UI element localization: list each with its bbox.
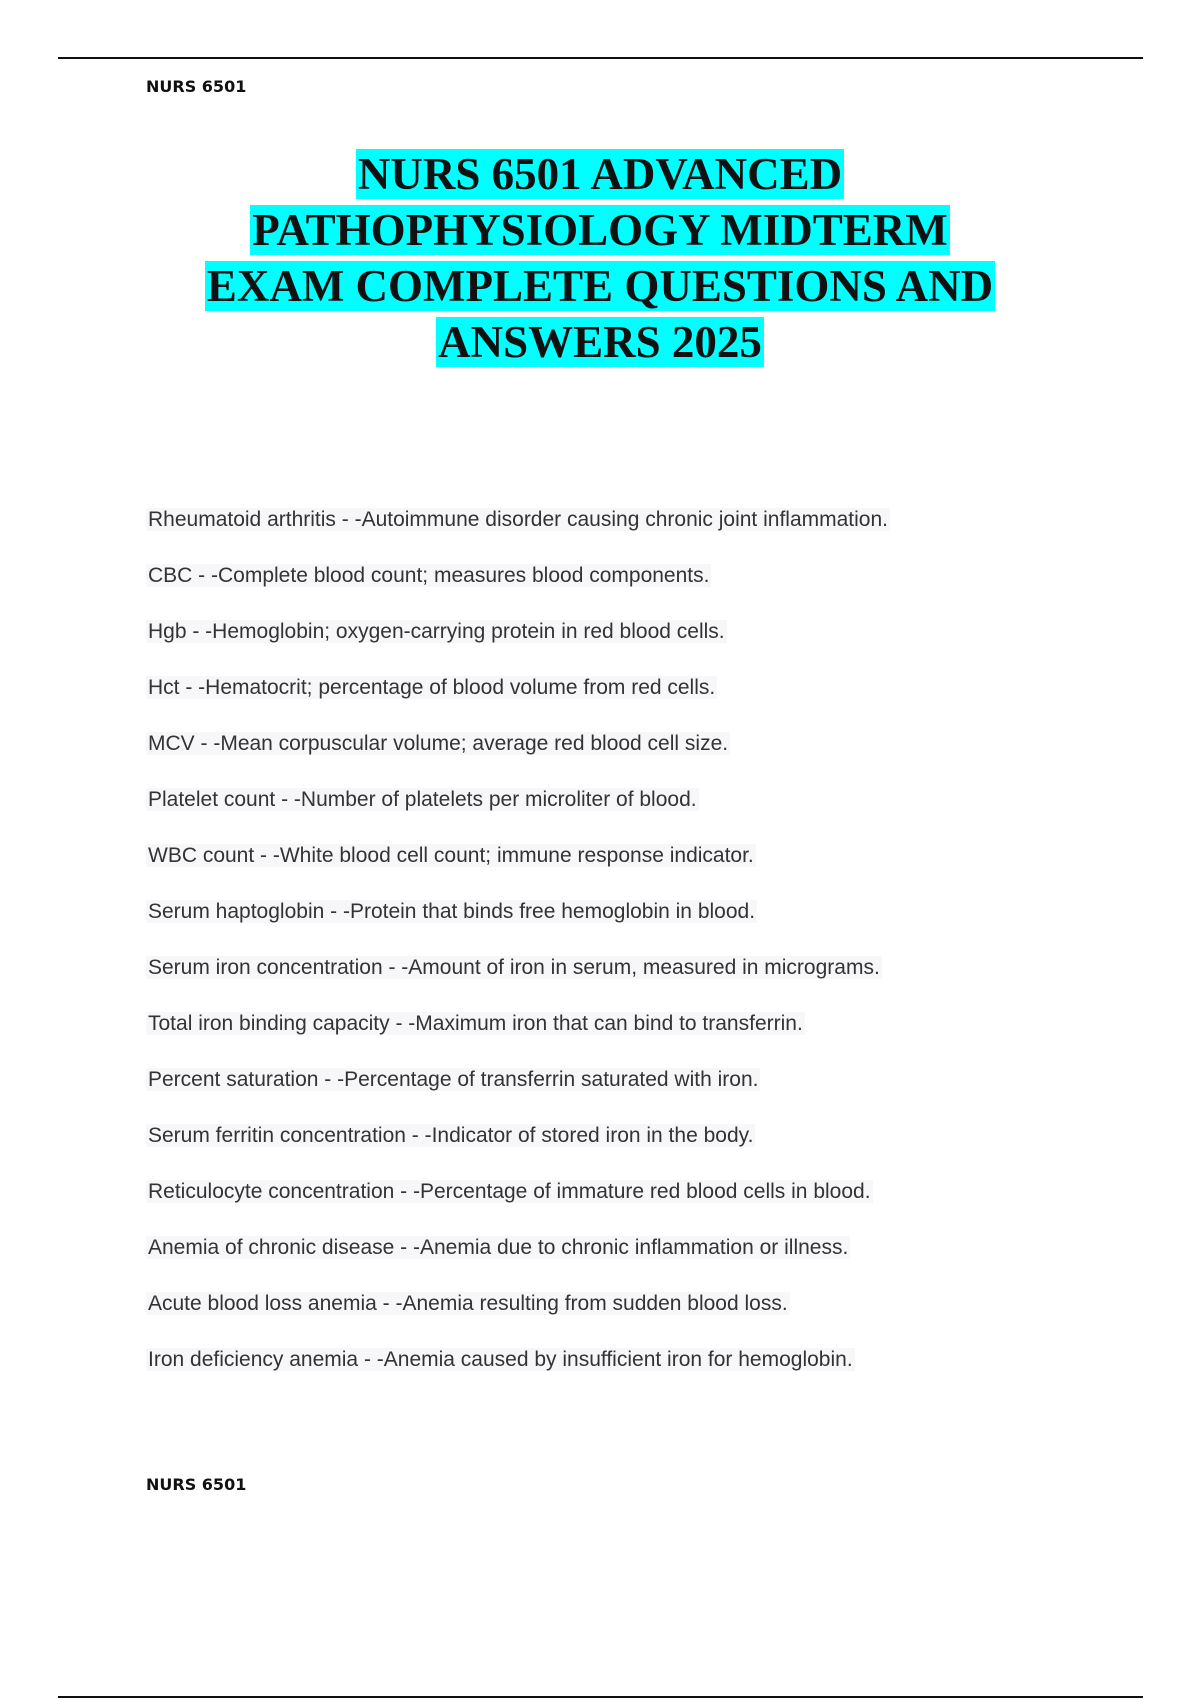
entry-text: Serum ferritin concentration - -Indicator of stored iron in the body.: [148, 1124, 754, 1147]
entry-text: Hgb - -Hemoglobin; oxygen-carrying protein in red blood cells.: [148, 620, 725, 643]
entry-text: WBC count - -White blood cell count; immune response indicator.: [148, 844, 754, 867]
entry-text: Serum iron concentration - -Amount of iron in serum, measured in micrograms.: [148, 956, 880, 979]
list-item: [146, 672, 1066, 728]
list-item: [146, 1176, 1066, 1232]
document-title: [100, 146, 1100, 370]
entry-text: Reticulocyte concentration - -Percentage of immature red blood cells in blood.: [148, 1180, 871, 1203]
list-item: [146, 952, 1066, 1008]
list-item: [146, 560, 1066, 616]
title-line: [100, 202, 1100, 258]
page-footer-label: NURS 6501: [146, 1475, 247, 1494]
list-item: [146, 728, 1066, 784]
page-header-label: NURS 6501: [146, 77, 247, 96]
entry-text: CBC - -Complete blood count; measures blood components.: [148, 564, 710, 587]
entry-text: Serum haptoglobin - -Protein that binds free hemoglobin in blood.: [148, 900, 756, 923]
entry-text: Hct - -Hematocrit; percentage of blood volume from red cells.: [148, 676, 716, 699]
list-item: [146, 1064, 1066, 1120]
list-item: [146, 1288, 1066, 1344]
term-definition-list: [146, 504, 1066, 1400]
header-rule: [58, 57, 1143, 59]
entry-text: Total iron binding capacity - -Maximum iron that can bind to transferrin.: [148, 1012, 803, 1035]
list-item: [146, 1344, 1066, 1400]
entry-text: Anemia of chronic disease - -Anemia due to chronic inflammation or illness.: [148, 1236, 849, 1259]
title-line: [100, 258, 1100, 314]
list-item: [146, 784, 1066, 840]
list-item: [146, 840, 1066, 896]
entry-text: Platelet count - -Number of platelets per microliter of blood.: [148, 788, 697, 811]
entry-text: Percent saturation - -Percentage of transferrin saturated with iron.: [148, 1068, 759, 1091]
title-line-text: ANSWERS 2025: [438, 317, 762, 367]
title-line: [100, 146, 1100, 202]
list-item: [146, 504, 1066, 560]
list-item: [146, 1232, 1066, 1288]
title-line-text: EXAM COMPLETE QUESTIONS AND: [206, 261, 994, 311]
list-item: [146, 616, 1066, 672]
entry-text: Acute blood loss anemia - -Anemia resulting from sudden blood loss.: [148, 1292, 788, 1315]
list-item: [146, 1008, 1066, 1064]
list-item: [146, 1120, 1066, 1176]
title-line: [100, 314, 1100, 370]
list-item: [146, 896, 1066, 952]
entry-text: Iron deficiency anemia - -Anemia caused by insufficient iron for hemoglobin.: [148, 1348, 853, 1371]
title-line-text: PATHOPHYSIOLOGY MIDTERM: [252, 205, 948, 255]
entry-text: Rheumatoid arthritis - -Autoimmune disorder causing chronic joint inflammation.: [148, 508, 888, 531]
footer-rule: [58, 1696, 1143, 1698]
entry-text: MCV - -Mean corpuscular volume; average red blood cell size.: [148, 732, 729, 755]
title-line-text: NURS 6501 ADVANCED: [357, 149, 843, 199]
